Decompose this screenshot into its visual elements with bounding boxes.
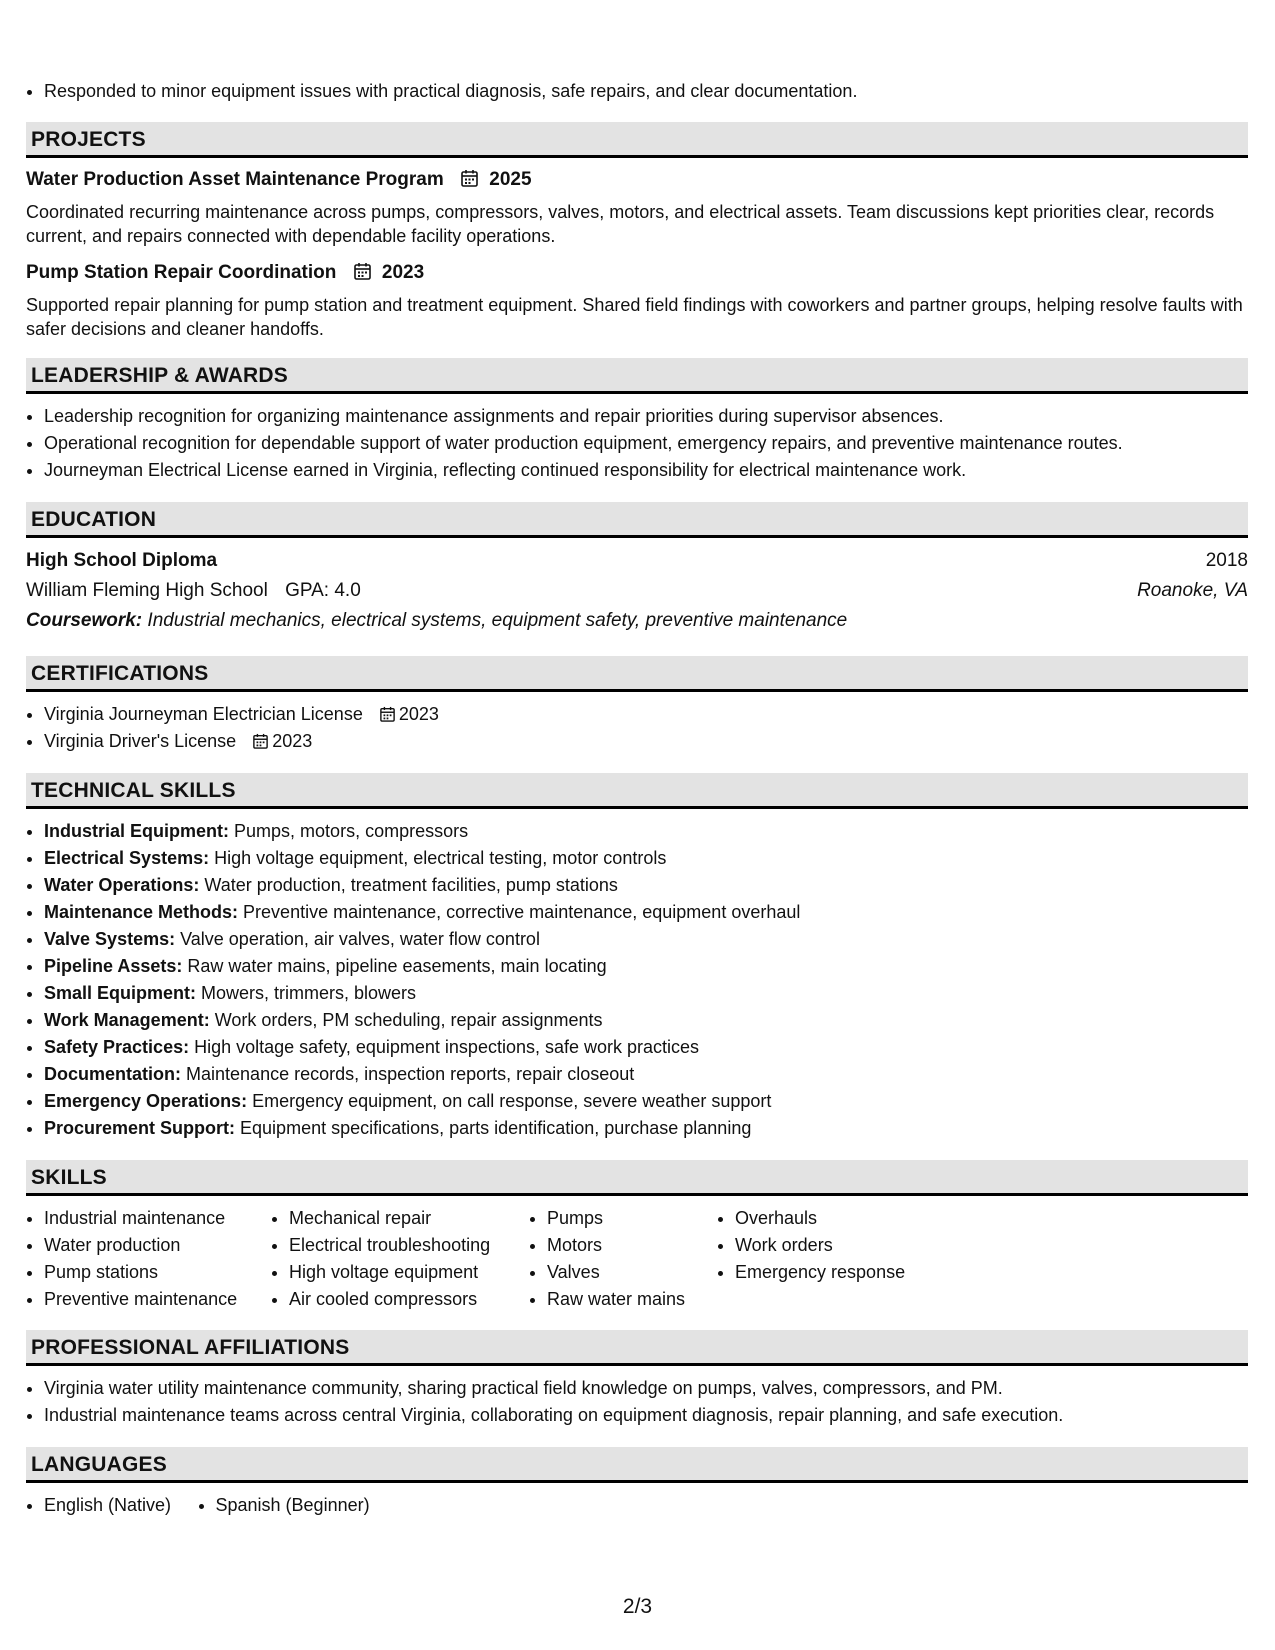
list-item: • Journeyman Electrical License earned in Virginia, reflecting continued responsibility for electrical maintenance work. — [44, 457, 1123, 484]
calendar-icon — [461, 169, 478, 187]
section-header-technical-skills — [26, 773, 1248, 809]
project-title-2 — [26, 262, 424, 284]
skill-item: • Preventive maintenance — [44, 1286, 237, 1313]
skill-value: Equipment specifications, parts identification, purchase planning — [240, 1118, 752, 1138]
skill-value: Work orders, PM scheduling, repair assignments — [214, 1010, 603, 1030]
calendar-icon — [253, 733, 268, 749]
skill-label: Water Operations: — [44, 875, 200, 895]
skill-label: Pipeline Assets: — [44, 956, 183, 976]
section-header-languages — [26, 1447, 1248, 1483]
education-degree: High School Diploma — [26, 550, 218, 571]
skill-value: Emergency equipment, on call response, severe weather support — [252, 1091, 772, 1111]
skill-label: Work Management: — [44, 1010, 210, 1030]
coursework-text: Industrial mechanics, electrical systems, equipment safety, preventive maintenance — [147, 610, 848, 631]
leadership-list — [26, 403, 1123, 484]
skill-value: Water production, treatment facilities, pump stations — [204, 875, 618, 895]
skills-column-1 — [26, 1205, 237, 1313]
certification-item — [44, 701, 439, 728]
project-title-text: Pump Station Repair Coordination — [26, 262, 337, 283]
list-item: • Operational recognition for dependable support of water production equipment, emergency repairs, and preventive maintenance routes. — [44, 430, 1123, 457]
technical-skills-list — [26, 818, 800, 1142]
experience-bullet-list — [26, 78, 857, 105]
certification-item — [44, 728, 439, 755]
section-title-leadership: LEADERSHIP & AWARDS — [31, 364, 288, 387]
skill-item: • Pump stations — [44, 1259, 237, 1286]
skill-value: High voltage safety, equipment inspections, safe work practices — [194, 1037, 700, 1057]
section-title-education: EDUCATION — [31, 508, 157, 531]
project-title-1 — [26, 169, 532, 191]
page-number: 2/3 — [622, 1595, 653, 1618]
experience-bullet: • Responded to minor equipment issues with practical diagnosis, safe repairs, and clear documentation. — [44, 78, 857, 105]
section-title-certifications: CERTIFICATIONS — [31, 662, 209, 685]
skill-value: Raw water mains, pipeline easements, main locating — [187, 956, 607, 976]
certification-year: 2023 — [398, 704, 439, 724]
education-coursework — [26, 610, 847, 632]
skill-label: Maintenance Methods: — [44, 902, 239, 922]
technical-skill — [44, 872, 800, 899]
education-school: William Fleming High School — [26, 580, 268, 601]
language-text: • Spanish (Beginner) — [216, 1492, 370, 1519]
skill-value: High voltage equipment, electrical testing, motor controls — [214, 848, 667, 868]
technical-skill — [44, 1061, 800, 1088]
section-title-affiliations: PROFESSIONAL AFFILIATIONS — [31, 1336, 350, 1359]
project-description-1: Coordinated recurring maintenance across pumps, compressors, valves, motors, and electrical assets. Team discussions kept priorities clear, records current, and repairs connected with dependable facility operations. — [26, 202, 1215, 246]
affiliations-list — [26, 1375, 1063, 1429]
section-header-skills — [26, 1160, 1248, 1196]
section-header-affiliations — [26, 1330, 1248, 1366]
section-header-projects — [26, 122, 1248, 158]
technical-skill — [44, 899, 800, 926]
technical-skill — [44, 1007, 800, 1034]
education-year: 2018 — [1205, 550, 1248, 571]
skill-label: Safety Practices: — [44, 1037, 190, 1057]
technical-skill — [44, 980, 800, 1007]
skill-value: Preventive maintenance, corrective maintenance, equipment overhaul — [243, 902, 801, 922]
section-title-technical-skills: TECHNICAL SKILLS — [31, 779, 236, 802]
section-title-skills: SKILLS — [31, 1166, 107, 1189]
skills-grid — [26, 1205, 1248, 1315]
skill-label: Documentation: — [44, 1064, 181, 1084]
skill-label: Small Equipment: — [44, 983, 197, 1003]
skill-label: Emergency Operations: — [44, 1091, 248, 1111]
skill-item: • High voltage equipment — [289, 1259, 490, 1286]
education-school-line — [26, 580, 361, 602]
languages-list — [26, 1492, 370, 1519]
project-description-2: Supported repair planning for pump station and treatment equipment. Shared field findings with coworkers and partner groups, helping resolve faults with safer decisions and cleaner handoffs. — [26, 295, 1243, 339]
certification-name: Virginia Driver's License — [44, 731, 237, 751]
education-location: Roanoke, VA — [1137, 580, 1248, 601]
certification-name: Virginia Journeyman Electrician License — [44, 704, 363, 724]
technical-skill — [44, 1115, 800, 1142]
language-item — [216, 1492, 370, 1519]
language-text: • English (Native) — [44, 1492, 171, 1519]
skill-value: Maintenance records, inspection reports, repair closeout — [186, 1064, 635, 1084]
technical-skill — [44, 1088, 800, 1115]
calendar-icon — [380, 706, 395, 722]
skill-item: • Water production — [44, 1232, 237, 1259]
skills-column-4 — [717, 1205, 905, 1286]
certification-year: 2023 — [272, 731, 313, 751]
technical-skill — [44, 1034, 800, 1061]
skill-label: Electrical Systems: — [44, 848, 210, 868]
section-header-education — [26, 502, 1248, 538]
list-item: • Industrial maintenance teams across central Virginia, collaborating on equipment diagnosis, repair planning, and safe execution. — [44, 1402, 1063, 1429]
skill-item: • Pumps — [547, 1205, 685, 1232]
technical-skill — [44, 926, 800, 953]
skill-item: • Mechanical repair — [289, 1205, 490, 1232]
certifications-list — [26, 701, 439, 755]
skill-label: Procurement Support: — [44, 1118, 236, 1138]
skill-item: • Industrial maintenance — [44, 1205, 237, 1232]
skill-item: • Work orders — [735, 1232, 905, 1259]
section-title-projects: PROJECTS — [31, 128, 146, 151]
technical-skill — [44, 845, 800, 872]
technical-skill — [44, 953, 800, 980]
skill-item: • Raw water mains — [547, 1286, 685, 1313]
language-item — [44, 1492, 171, 1519]
education-gpa: GPA: 4.0 — [285, 580, 361, 601]
skill-label: Industrial Equipment: — [44, 821, 230, 841]
skill-value: Valve operation, air valves, water flow control — [180, 929, 540, 949]
skill-item: • Emergency response — [735, 1259, 905, 1286]
project-year: 2025 — [489, 169, 532, 190]
skill-item: • Electrical troubleshooting — [289, 1232, 490, 1259]
technical-skill — [44, 818, 800, 845]
calendar-icon — [354, 262, 371, 280]
section-header-leadership — [26, 358, 1248, 394]
list-item: • Leadership recognition for organizing maintenance assignments and repair priorities during supervisor absences. — [44, 403, 1123, 430]
skill-item: • Valves — [547, 1259, 685, 1286]
skill-item: • Air cooled compressors — [289, 1286, 490, 1313]
skill-item: • Motors — [547, 1232, 685, 1259]
project-year: 2023 — [381, 262, 425, 283]
skill-item: • Overhauls — [735, 1205, 905, 1232]
list-item: • Virginia water utility maintenance community, sharing practical field knowledge on pumps, valves, compressors, and PM. — [44, 1375, 1063, 1402]
coursework-label: Coursework: — [26, 610, 143, 631]
skill-label: Valve Systems: — [44, 929, 176, 949]
skill-value: Mowers, trimmers, blowers — [201, 983, 417, 1003]
project-title-text: Water Production Asset Maintenance Program — [26, 169, 444, 190]
skills-column-2 — [271, 1205, 490, 1313]
skill-value: Pumps, motors, compressors — [234, 821, 469, 841]
section-header-certifications — [26, 656, 1248, 692]
skills-column-3 — [529, 1205, 685, 1313]
section-title-languages: LANGUAGES — [31, 1453, 167, 1476]
